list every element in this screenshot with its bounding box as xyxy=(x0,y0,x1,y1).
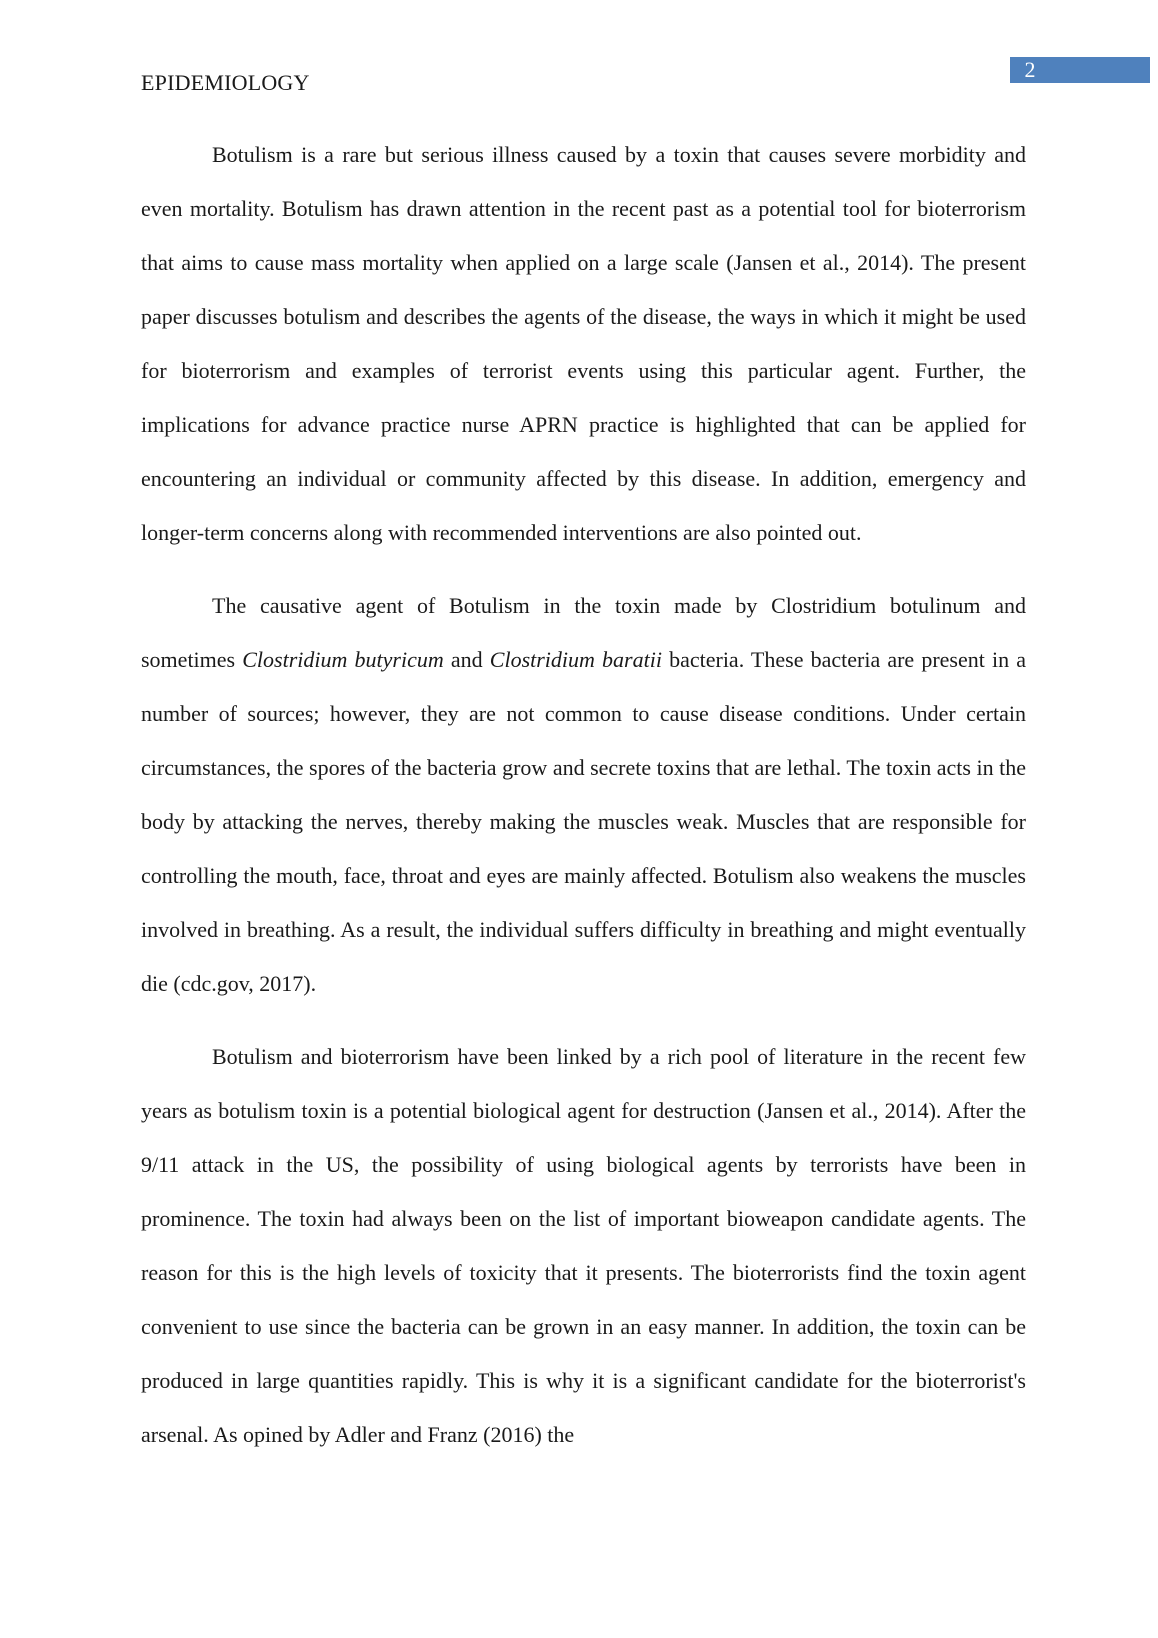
paragraph-text-segment: and xyxy=(443,647,490,672)
paragraph-bioterrorism: Botulism and bioterrorism have been linked by a rich pool of literature in the recent few years as botulism toxin is a potential biological agent for destruction (Jansen et al., 2014). After the 9/11 attack in the US, the possibility of using biological agents by terrorists have been in prominence. The toxin had always been on the list of important bioweapon candidate agents. The reason for this is the high levels of toxicity that it presents. The bioterrorists find the toxin agent convenient to use since the bacteria can be grown in an easy manner. In addition, the toxin can be produced in large quantities rapidly. This is why it is a significant candidate for the bioterrorist's arsenal. As opined by Adler and Franz (2016) the xyxy=(141,1044,1026,1447)
species-name-butyricum: Clostridium butyricum xyxy=(242,647,444,672)
page-number: 2 xyxy=(1024,57,1036,82)
document-body xyxy=(141,128,1026,1481)
paragraph-text-segment: bacteria. These bacteria are present in a number of sources; however, they are not common to cause disease conditions. Under certain circumstances, the spores of the bacteria grow and secrete toxins that are lethal. The toxin acts in the body by attacking the nerves, thereby making the muscles weak. Muscles that are responsible for controlling the mouth, face, throat and eyes are mainly affected. Botulism also weakens the muscles involved in breathing. As a result, the individual suffers difficulty in breathing and might eventually die (cdc.gov, 2017). xyxy=(141,647,1027,996)
paragraph-causative-agent xyxy=(141,579,1026,1011)
paragraph-intro: Botulism is a rare but serious illness caused by a toxin that causes severe morbidity and even mortality. Botulism has drawn attention in the recent past as a potential tool for bioterrorism that aims to cause mass mortality when applied on a large scale (Jansen et al., 2014). The present paper discusses botulism and describes the agents of the disease, the ways in which it might be used for bioterrorism and examples of terrorist events using this particular agent. Further, the implications for advance practice nurse APRN practice is highlighted that can be applied for encountering an individual or community affected by this disease. In addition, emergency and longer-term concerns along with recommended interventions are also pointed out. xyxy=(141,142,1026,545)
species-name-baratii: Clostridium baratii xyxy=(489,647,662,672)
paragraph-text-segment: The causative agent of Botulism in the toxin made by Clostridium botulinum and sometimes xyxy=(141,593,1026,672)
running-head: EPIDEMIOLOGY xyxy=(141,70,310,95)
